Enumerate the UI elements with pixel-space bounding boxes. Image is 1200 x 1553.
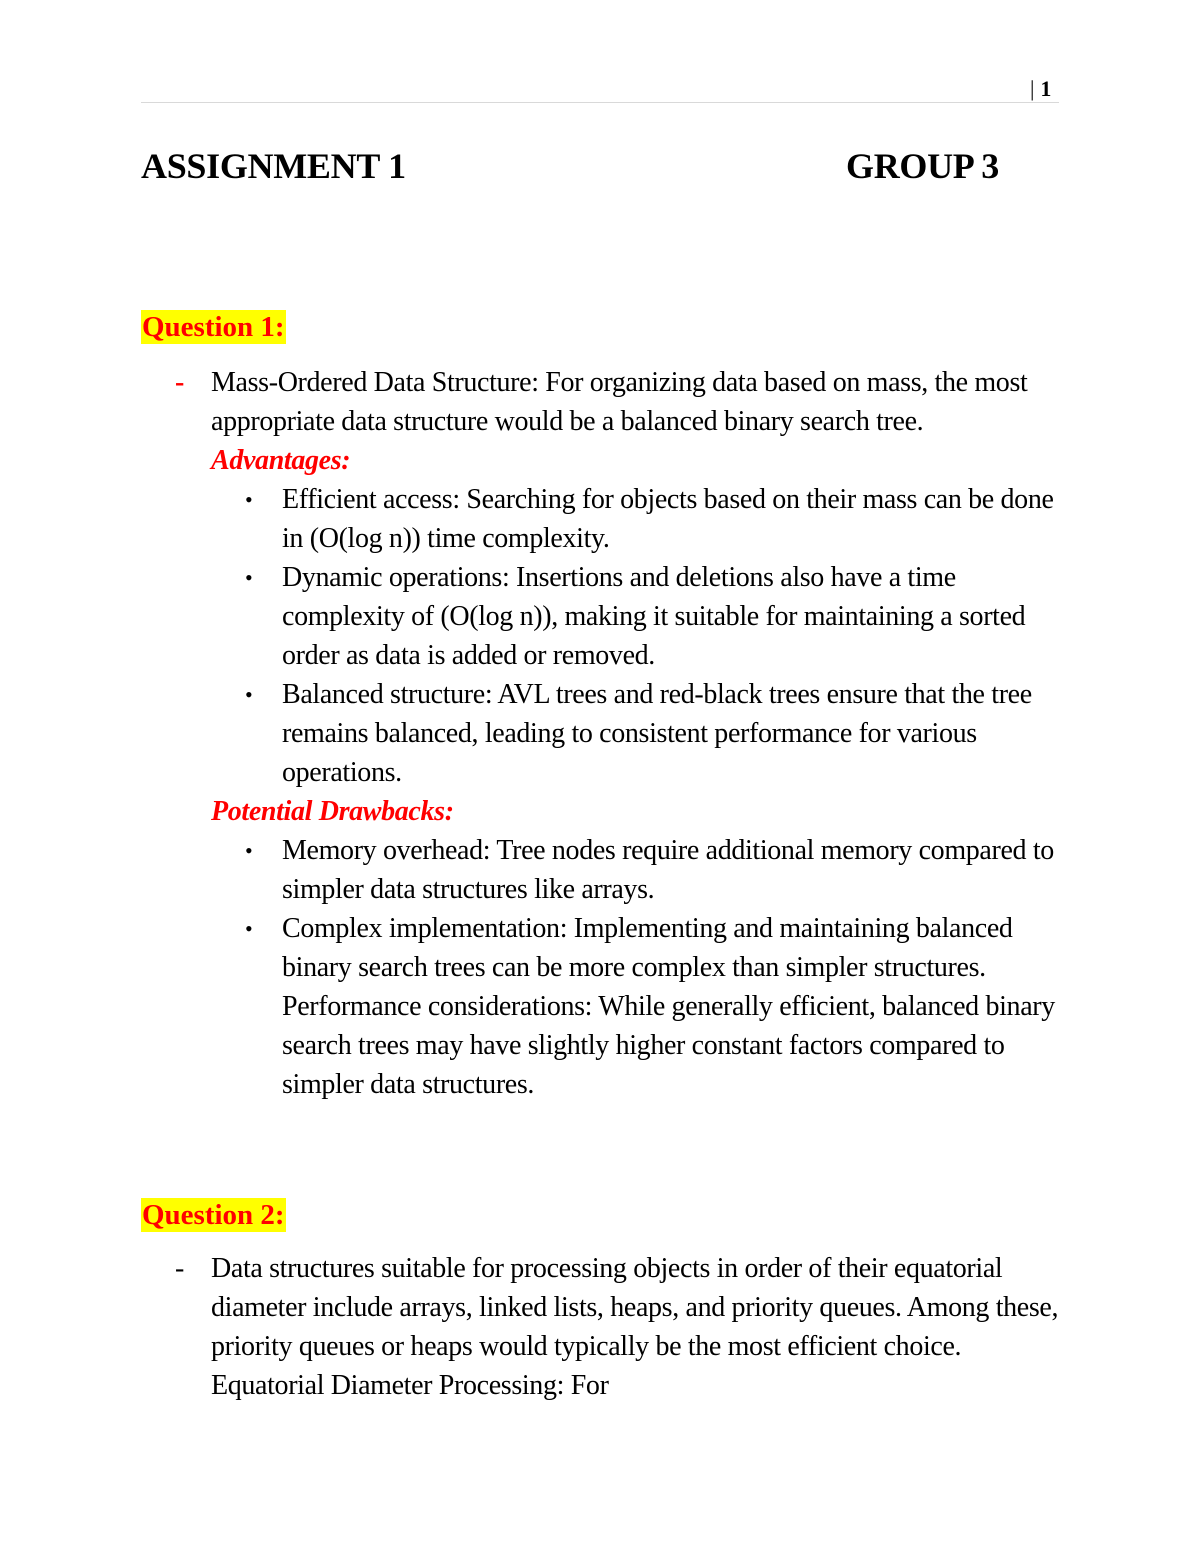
list-item xyxy=(141,480,1071,558)
advantage-text: Balanced structure: AVL trees and red-black trees ensure that the tree remains balanced, leading to consistent performance for various operations. xyxy=(282,679,1032,788)
advantage-text: Efficient access: Searching for objects based on their mass can be done in (O(log n)) time complexity. xyxy=(282,484,1054,554)
bullet-icon: • xyxy=(245,916,253,941)
question-2-heading: Question 2: xyxy=(142,1199,285,1231)
question-2-intro-text: Data structures suitable for processing objects in order of their equatorial diameter include arrays, linked lists, heaps, and priority queues. Among these, priority queues or heaps would typically be the most efficient choice. Equatorial Diameter Processing: For xyxy=(211,1253,1059,1401)
question-1-heading: Question 1: xyxy=(142,311,285,343)
question-2-body xyxy=(141,1249,1071,1405)
question-1-body xyxy=(141,363,1071,1104)
drawback-text: Memory overhead: Tree nodes require additional memory compared to simpler data structures like arrays. xyxy=(282,835,1054,905)
advantages-heading: Advantages: xyxy=(211,445,351,476)
bullet-icon: • xyxy=(245,487,253,512)
dash-marker: - xyxy=(175,1253,184,1284)
group-title: GROUP 3 xyxy=(846,146,999,186)
bullet-icon: • xyxy=(245,565,253,590)
header-divider xyxy=(141,102,1059,103)
drawbacks-list xyxy=(141,831,1071,1104)
bullet-icon: • xyxy=(245,838,253,863)
list-item xyxy=(141,909,1071,1104)
dash-marker: - xyxy=(175,367,184,398)
assignment-title: ASSIGNMENT 1 xyxy=(141,146,406,186)
page-number-value: 1 xyxy=(1040,76,1052,101)
question-1-intro-text: Mass-Ordered Data Structure: For organizing data based on mass, the most appropriate data structure would be a balanced binary search tree. xyxy=(211,367,1028,437)
drawback-text: Complex implementation: Implementing and maintaining balanced binary search trees can be more complex than simpler structures. Performance considerations: While generally efficient, balanced binary search trees may have slightly higher constant factors compared to simpler data structures. xyxy=(282,913,1055,1100)
question-2-intro xyxy=(141,1249,1071,1405)
list-item xyxy=(141,675,1071,792)
page-number-separator: | xyxy=(1030,76,1035,101)
list-item xyxy=(141,831,1071,909)
question-1-intro xyxy=(141,363,1071,441)
list-item xyxy=(141,558,1071,675)
advantages-list xyxy=(141,480,1071,792)
page-number xyxy=(1030,76,1051,102)
bullet-icon: • xyxy=(245,682,253,707)
drawbacks-heading: Potential Drawbacks: xyxy=(211,796,454,827)
advantage-text: Dynamic operations: Insertions and deletions also have a time complexity of (O(log n)), making it suitable for maintaining a sorted order as data is added or removed. xyxy=(282,562,1026,671)
